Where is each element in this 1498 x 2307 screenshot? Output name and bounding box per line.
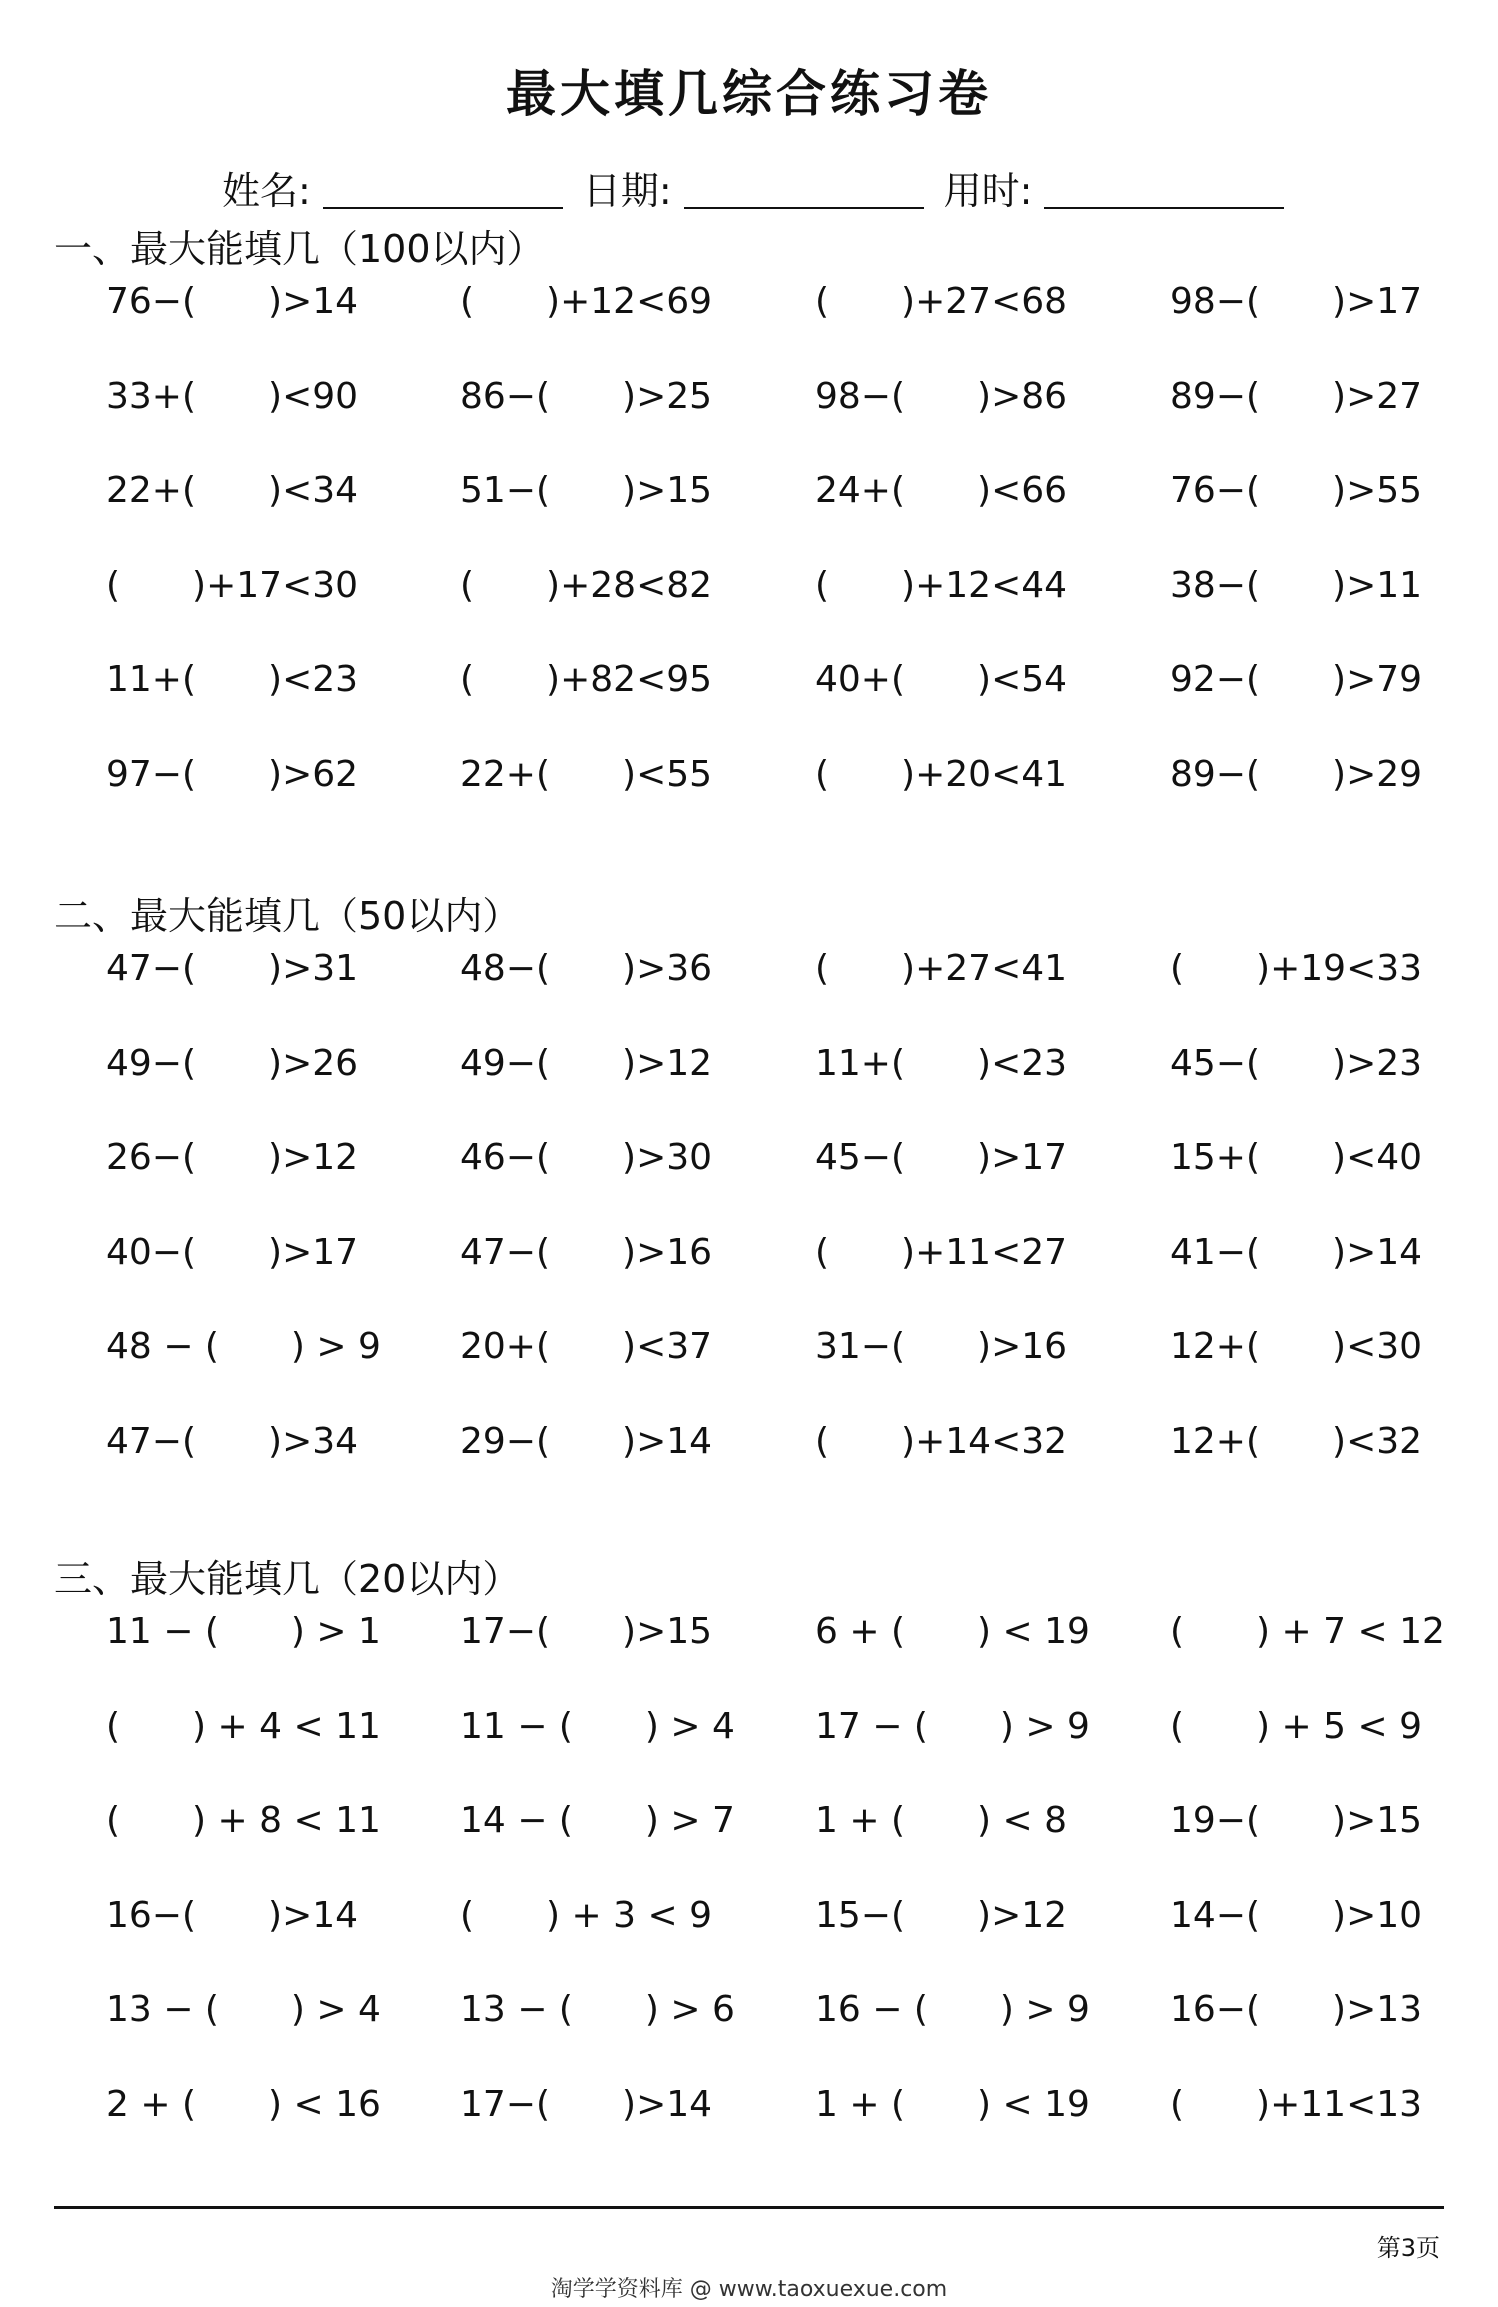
problem-item[interactable]: 51−( )>15 <box>460 470 713 511</box>
problem-item[interactable]: 29−( )>14 <box>460 1420 713 1462</box>
problem-item[interactable]: 2 + ( ) < 16 <box>106 2083 381 2125</box>
problem-item[interactable]: 17 − ( ) > 9 <box>815 1705 1090 1747</box>
problem-item[interactable]: ( )+28<82 <box>460 564 713 606</box>
problem-item[interactable]: 11+( )<23 <box>815 1042 1068 1084</box>
date-blank-line[interactable] <box>684 203 924 209</box>
problem-item[interactable]: ( )+20<41 <box>815 753 1068 795</box>
problem-item[interactable]: 48−( )>36 <box>460 948 713 989</box>
problem-item[interactable]: 12+( )<32 <box>1170 1420 1423 1462</box>
problem-item[interactable]: 49−( )>26 <box>106 1042 359 1084</box>
problem-item[interactable]: 41−( )>14 <box>1170 1231 1423 1273</box>
problem-item[interactable]: ( ) + 4 < 11 <box>106 1705 381 1747</box>
problem-item[interactable]: 22+( )<34 <box>106 470 359 511</box>
name-field[interactable] <box>222 160 563 215</box>
problem-item[interactable]: 16 − ( ) > 9 <box>815 1989 1090 2030</box>
student-info-row <box>222 165 1304 215</box>
problem-item[interactable]: 97−( )>62 <box>106 753 359 795</box>
problem-item[interactable]: 17−( )>14 <box>460 2083 713 2125</box>
problem-item[interactable]: 86−( )>25 <box>460 375 713 417</box>
problem-item[interactable]: 24+( )<66 <box>815 470 1068 511</box>
problem-item[interactable]: ( )+11<27 <box>815 1231 1068 1273</box>
date-field[interactable] <box>583 160 924 215</box>
section-title: 二、最大能填几（50以内） <box>54 894 521 938</box>
problem-item[interactable]: ( ) + 8 < 11 <box>106 1800 381 1841</box>
problem-item[interactable]: 98−( )>17 <box>1170 281 1423 322</box>
problem-item[interactable]: 48 − ( ) > 9 <box>106 1326 381 1367</box>
problem-item[interactable]: 26−( )>12 <box>106 1137 359 1178</box>
problem-item[interactable]: ( )+27<68 <box>815 281 1068 322</box>
problem-item[interactable]: 40−( )>17 <box>106 1231 359 1273</box>
problem-item[interactable]: ( ) + 3 < 9 <box>460 1894 713 1936</box>
problem-item[interactable]: 89−( )>27 <box>1170 375 1423 417</box>
problem-item[interactable]: 46−( )>30 <box>460 1137 713 1178</box>
problem-item[interactable]: ( )+82<95 <box>460 659 713 700</box>
section-title: 一、最大能填几（100以内） <box>54 227 545 271</box>
problem-item[interactable]: 14 − ( ) > 7 <box>460 1800 735 1841</box>
problem-item[interactable]: 11 − ( ) > 1 <box>106 1611 381 1652</box>
problem-item[interactable]: 76−( )>14 <box>106 281 359 322</box>
problem-item[interactable]: 14−( )>10 <box>1170 1894 1423 1936</box>
problem-item[interactable]: 1 + ( ) < 19 <box>815 2083 1090 2125</box>
problem-item[interactable]: ( )+27<41 <box>815 948 1068 989</box>
time-label: 用时: <box>943 169 1033 213</box>
problem-item[interactable]: 13 − ( ) > 4 <box>106 1989 381 2030</box>
problem-item[interactable]: 15−( )>12 <box>815 1894 1068 1936</box>
problem-item[interactable]: 12+( )<30 <box>1170 1326 1423 1367</box>
problem-item[interactable]: 76−( )>55 <box>1170 470 1423 511</box>
footer-divider <box>54 2206 1444 2209</box>
page-number: 第3页 <box>1376 2234 1440 2262</box>
problem-item[interactable]: 38−( )>11 <box>1170 564 1423 606</box>
problem-item[interactable]: 16−( )>14 <box>106 1894 359 1936</box>
problem-item[interactable]: 13 − ( ) > 6 <box>460 1989 735 2030</box>
problem-item[interactable]: 19−( )>15 <box>1170 1800 1423 1841</box>
problem-item[interactable]: ( )+12<44 <box>815 564 1068 606</box>
page-title: 最大填几综合练习卷 <box>506 65 992 123</box>
problem-item[interactable]: ( ) + 5 < 9 <box>1170 1705 1423 1747</box>
problem-item[interactable]: 16−( )>13 <box>1170 1989 1423 2030</box>
problem-item[interactable]: ( ) + 7 < 12 <box>1170 1611 1445 1652</box>
problem-item[interactable]: ( )+14<32 <box>815 1420 1068 1462</box>
problem-item[interactable]: ( )+11<13 <box>1170 2083 1423 2125</box>
time-field[interactable] <box>944 160 1285 215</box>
problem-item[interactable]: 17−( )>15 <box>460 1611 713 1652</box>
problem-item[interactable]: 45−( )>17 <box>815 1137 1068 1178</box>
problem-item[interactable]: 47−( )>16 <box>460 1231 713 1273</box>
problem-item[interactable]: 45−( )>23 <box>1170 1042 1423 1084</box>
watermark-text: 淘学学资料库 @ www.taoxuexue.com <box>550 2277 948 2302</box>
problem-item[interactable]: 49−( )>12 <box>460 1042 713 1084</box>
date-label: 日期: <box>582 169 672 213</box>
problem-item[interactable]: 92−( )>79 <box>1170 659 1423 700</box>
name-blank-line[interactable] <box>323 203 563 209</box>
problem-item[interactable]: 33+( )<90 <box>106 375 359 417</box>
problem-item[interactable]: 22+( )<55 <box>460 753 713 795</box>
problem-item[interactable]: 15+( )<40 <box>1170 1137 1423 1178</box>
name-label: 姓名: <box>222 169 311 213</box>
problem-item[interactable]: 6 + ( ) < 19 <box>815 1611 1090 1652</box>
problem-item[interactable]: 47−( )>34 <box>106 1420 359 1462</box>
problem-item[interactable]: ( )+17<30 <box>106 564 359 606</box>
problem-item[interactable]: 47−( )>31 <box>106 948 359 989</box>
problem-item[interactable]: 20+( )<37 <box>460 1326 713 1367</box>
problem-item[interactable]: 11 − ( ) > 4 <box>460 1705 735 1747</box>
problem-item[interactable]: 98−( )>86 <box>815 375 1068 417</box>
problem-item[interactable]: 11+( )<23 <box>106 659 359 700</box>
problem-item[interactable]: ( )+12<69 <box>460 281 713 322</box>
problem-item[interactable]: 89−( )>29 <box>1170 753 1423 795</box>
section-title: 三、最大能填几（20以内） <box>54 1557 521 1601</box>
problem-item[interactable]: 1 + ( ) < 8 <box>815 1800 1068 1841</box>
problem-item[interactable]: ( )+19<33 <box>1170 948 1423 989</box>
problem-item[interactable]: 40+( )<54 <box>815 659 1068 700</box>
time-blank-line[interactable] <box>1044 203 1284 209</box>
problem-item[interactable]: 31−( )>16 <box>815 1326 1068 1367</box>
